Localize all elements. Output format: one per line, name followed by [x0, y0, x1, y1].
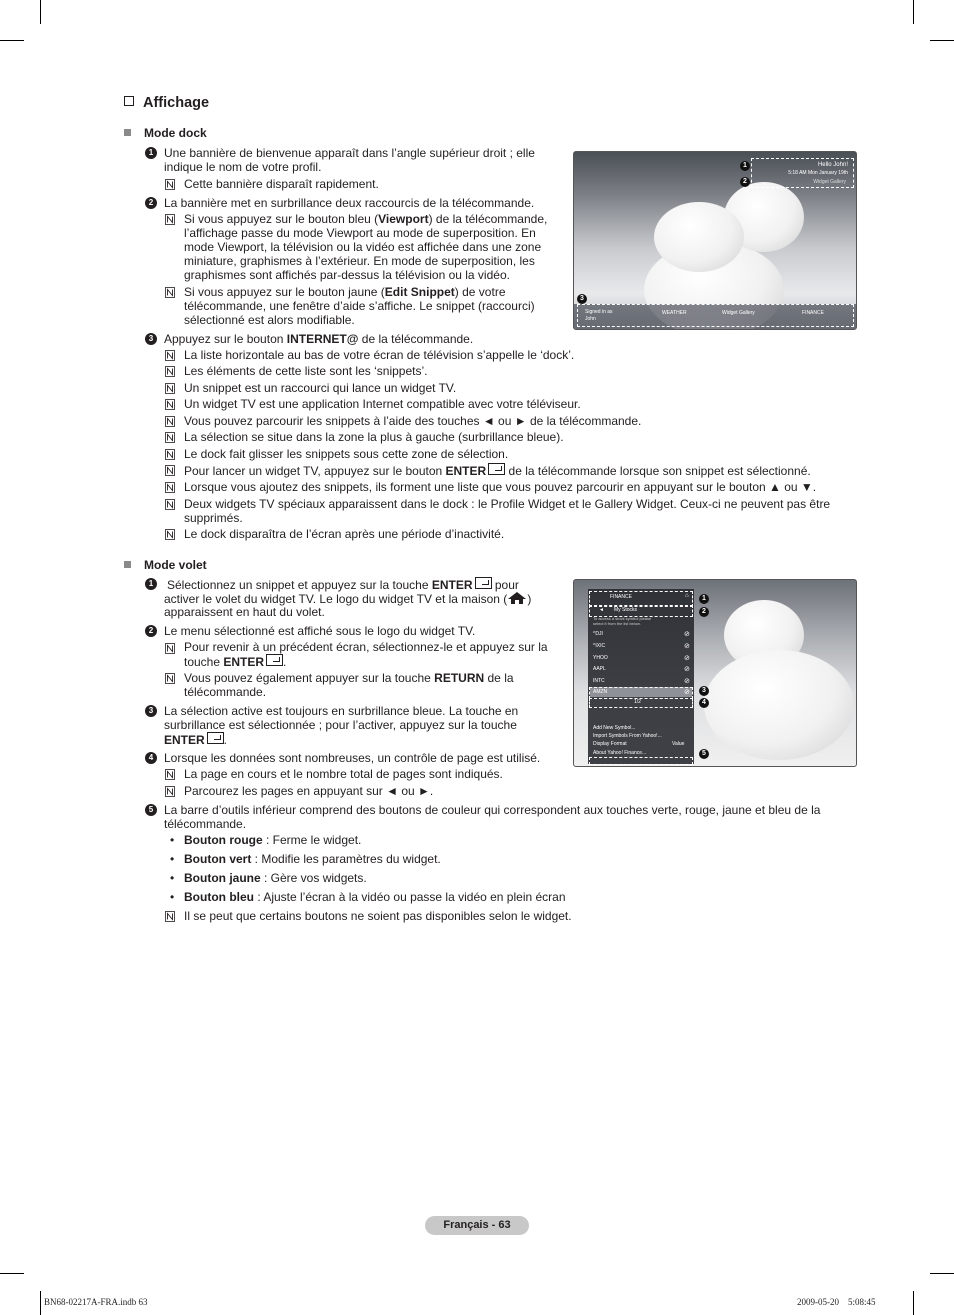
- page-indicator: 1/2: [634, 699, 641, 705]
- bullet-dot: •: [170, 871, 175, 885]
- text: de la: [484, 671, 514, 685]
- note-icon: [165, 432, 175, 443]
- stock-row[interactable]: ^DJI: [593, 631, 603, 637]
- note-icon: [165, 179, 175, 190]
- time-text: 5:18 AM Mon January 19th: [788, 170, 848, 176]
- crop-mark: [40, 1291, 41, 1315]
- note-text: Pour revenir à un précédent écran, sélectionnez-le et appuyez sur la: [184, 640, 548, 654]
- text: Appuyez sur le bouton: [164, 332, 287, 346]
- stock-row[interactable]: AMZN: [593, 689, 608, 695]
- text: ) de la télécommande,: [428, 212, 548, 226]
- polar-bear-image: [704, 650, 854, 760]
- text: .: [283, 655, 287, 669]
- step-text: [164, 332, 473, 346]
- note-icon: [165, 769, 175, 780]
- menu-item[interactable]: Import Symbols From Yahoo!...: [593, 733, 662, 739]
- note-text: Cette bannière disparaît rapidement.: [184, 177, 379, 191]
- marker: 3: [699, 686, 709, 696]
- crop-mark: [913, 1291, 914, 1315]
- weather-snippet[interactable]: WEATHER: [662, 310, 687, 316]
- menu-item[interactable]: About Yahoo! Finance...: [593, 750, 647, 756]
- marker: 5: [699, 749, 709, 759]
- bold-text: ENTER: [223, 655, 265, 669]
- menu-item[interactable]: Add New Symbol...: [593, 725, 636, 731]
- step-text: La bannière met en surbrillance deux raccourcis de la télécommande.: [164, 196, 535, 210]
- back-arrow-icon[interactable]: ◄: [599, 607, 604, 613]
- bold-text: Bouton jaune: [184, 871, 261, 885]
- note-text: Vous pouvez parcourir les snippets à l’aide des touches ◄ ou ► de la télécommande.: [184, 414, 642, 428]
- bullet-text: [184, 890, 566, 904]
- bold-text: ENTER: [164, 733, 205, 747]
- file-name-text: BN68-02217A-FRA.indb 63: [44, 1297, 148, 1307]
- note-text: Les éléments de cette liste sont les ‘snippets’.: [184, 364, 428, 378]
- step-number: 4: [145, 752, 157, 764]
- text: Si vous appuyez sur le bouton jaune (: [184, 285, 385, 299]
- note-text: [184, 463, 811, 478]
- remove-icon[interactable]: ⊘: [684, 655, 690, 662]
- crop-mark: [930, 1273, 954, 1274]
- bold-text: INTERNET@: [286, 332, 359, 346]
- finance-snippet[interactable]: FINANCE: [802, 310, 824, 316]
- bullet-dot: •: [170, 890, 175, 904]
- page-number-badge: Français - 63: [425, 1216, 529, 1235]
- bold-text: ENTER: [445, 464, 487, 478]
- note-icon: [165, 399, 175, 410]
- note-text: Deux widgets TV spéciaux apparaissent dans le dock : le Profile Widget et le Gallery Widget. Ceux-ci ne peuvent pas être: [184, 497, 831, 511]
- print-date-text: 2009-05-20 5:08:45: [797, 1297, 876, 1307]
- step-number: 3: [145, 705, 157, 717]
- section-heading-dock: [124, 126, 207, 140]
- note-text: sélectionné est alors modifiable.: [184, 313, 355, 327]
- note-text: Il se peut que certains boutons ne soient pas disponibles selon le widget.: [184, 909, 572, 923]
- square-bullet-icon: [124, 129, 131, 136]
- crop-mark: [0, 1273, 24, 1274]
- text: Pour lancer un widget TV, appuyez sur le bouton: [184, 464, 446, 478]
- note-icon: [165, 482, 175, 493]
- note-text: Un widget TV est une application Internet compatible avec votre téléviseur.: [184, 397, 581, 411]
- enter-key-icon: [207, 732, 224, 744]
- note-text: La liste horizontale au bas de votre écran de télévision s’appelle le ‘dock’.: [184, 348, 575, 362]
- step-number: 2: [145, 625, 157, 637]
- step-text: Une bannière de bienvenue apparaît dans l’angle supérieur droit ; elle: [164, 146, 535, 160]
- enter-key-icon: [488, 463, 505, 475]
- note-text: télécommande, une fenêtre d’aide s’affiche. Le snippet (raccourci): [184, 299, 535, 313]
- note-icon: [165, 366, 175, 377]
- note-text: Le dock fait glisser les snippets sous cette zone de sélection.: [184, 447, 509, 461]
- crop-mark: [913, 0, 914, 24]
- step-text: télécommande.: [164, 817, 247, 831]
- bold-text: Viewport: [378, 212, 429, 226]
- note-icon: [165, 465, 175, 476]
- note-text: télécommande.: [184, 685, 267, 699]
- menu-title-text: My Stocks: [614, 607, 638, 613]
- remove-icon[interactable]: ⊘: [684, 666, 690, 673]
- remove-icon[interactable]: ⊘: [684, 643, 690, 650]
- note-text: graphismes sont affichés par-dessus la télévision ou la vidéo.: [184, 268, 510, 282]
- text: activer le volet du widget TV. Le logo du widget TV et la maison (: [164, 592, 508, 606]
- bold-text: Bouton rouge: [184, 833, 263, 847]
- step-text: La barre d’outils inférieur comprend des boutons de couleur qui correspondent aux touches verte, rouge, jaune et bleu de la: [164, 803, 821, 817]
- note-icon: [165, 449, 175, 460]
- step-text: [167, 577, 519, 592]
- stock-row[interactable]: ^IXIC: [593, 643, 606, 649]
- crop-mark: [0, 40, 24, 41]
- crop-mark: [40, 0, 41, 24]
- note-icon: [165, 499, 175, 510]
- note-text: Lorsque vous ajoutez des snippets, ils forment une liste que vous pouvez parcourir en appuyant sur le bouton ▲ ou ▼.: [184, 480, 817, 494]
- step-text: apparaissent en haut du volet.: [164, 605, 325, 619]
- bullet-text: [184, 833, 361, 847]
- home-icon[interactable]: ⌂: [685, 593, 689, 599]
- hint-text: select it from the list below.: [593, 621, 641, 626]
- marker: 1: [740, 161, 750, 171]
- crop-mark: [930, 40, 954, 41]
- note-text: [184, 654, 286, 669]
- step-number: 3: [145, 333, 157, 345]
- section-heading-text: Mode volet: [144, 558, 207, 572]
- stock-row[interactable]: YHOO: [593, 655, 608, 661]
- bold-text: RETURN: [434, 671, 485, 685]
- page-title: [124, 95, 209, 111]
- marker: 4: [699, 698, 709, 708]
- banner-shortcut-text: Widget Gallery: [813, 179, 846, 185]
- text: : Modifie les paramètres du widget.: [251, 852, 441, 866]
- text: Si vous appuyez sur le bouton bleu (: [184, 212, 379, 226]
- marker: 1: [699, 594, 709, 604]
- checkbox-icon: [124, 96, 134, 106]
- bold-text: ENTER: [431, 578, 473, 592]
- text: Sélectionnez un snippet et appuyez sur la touche: [167, 578, 432, 592]
- step-text: indique le nom de votre profil.: [164, 160, 322, 174]
- text: de la télécommande lorsque son snippet est sélectionné.: [505, 464, 811, 478]
- bold-text: Edit Snippet: [384, 285, 455, 299]
- text: de la télécommande.: [358, 332, 474, 346]
- note-icon: [165, 350, 175, 361]
- note-icon: [165, 287, 175, 298]
- enter-key-icon: [475, 577, 492, 589]
- note-icon: [165, 911, 175, 922]
- menu-value: Value: [672, 741, 685, 747]
- note-icon: [165, 673, 175, 684]
- stock-row[interactable]: AAPL: [593, 666, 606, 672]
- bold-text: Bouton vert: [184, 852, 252, 866]
- step-text: surbrillance est sélectionnée ; pour l’activer, appuyez sur la touche: [164, 718, 517, 732]
- bold-text: Bouton bleu: [184, 890, 254, 904]
- note-icon: [165, 416, 175, 427]
- step-text: [164, 732, 227, 747]
- square-bullet-icon: [124, 561, 131, 568]
- text: pour: [491, 578, 519, 592]
- marker: 3: [577, 294, 587, 304]
- hello-text: Hello John!: [817, 162, 848, 168]
- note-text: La page en cours et le nombre total de pages sont indiqués.: [184, 767, 503, 781]
- note-text: miniature, graphismes à l’extérieur. En mode de superposition, les: [184, 254, 535, 268]
- step-text: [164, 591, 531, 606]
- remove-icon[interactable]: ⊘: [684, 678, 690, 685]
- note-icon: [165, 529, 175, 540]
- section-heading-text: Mode dock: [144, 126, 207, 140]
- toolbar-highlight: [589, 757, 693, 765]
- sidebar-mode-screenshot: [573, 579, 857, 767]
- dock-mode-screenshot: [573, 151, 857, 330]
- text: ): [527, 592, 532, 606]
- note-icon: [165, 214, 175, 225]
- note-icon: [165, 383, 175, 394]
- note-text: mode Viewport, la télévision ou la vidéo est affichée dans une zone: [184, 240, 542, 254]
- remove-icon[interactable]: ⊘: [684, 689, 690, 696]
- home-icon: [507, 591, 527, 605]
- user-name-text: John: [585, 316, 596, 322]
- bullet-dot: •: [170, 833, 175, 847]
- signed-in-text: Signed in as: [585, 309, 613, 315]
- text: .: [223, 733, 228, 747]
- note-text: Parcourez les pages en appuyant sur ◄ ou ►.: [184, 784, 434, 798]
- marker: 2: [740, 177, 750, 187]
- menu-item[interactable]: Display Format: [593, 741, 627, 747]
- step-text: Le menu sélectionné est affiché sous le logo du widget TV.: [164, 624, 476, 638]
- note-text: Un snippet est un raccourci qui lance un widget TV.: [184, 381, 457, 395]
- section-heading-volet: [124, 558, 207, 572]
- page-control-highlight: [589, 698, 693, 708]
- note-text: Le dock disparaîtra de l’écran après une période d’inactivité.: [184, 527, 505, 541]
- polar-bear-image: [654, 202, 744, 272]
- note-icon: [165, 643, 175, 654]
- text: : Ferme le widget.: [262, 833, 362, 847]
- step-number: 1: [145, 578, 157, 590]
- bullet-text: [184, 852, 441, 866]
- step-number: 2: [145, 197, 157, 209]
- text: ) de votre: [454, 285, 506, 299]
- note-text: l’affichage passe du mode Viewport au mode de superposition. En: [184, 226, 536, 240]
- bullet-text: [184, 871, 367, 885]
- note-icon: [165, 786, 175, 797]
- note-text: [184, 671, 514, 685]
- text: : Gère vos widgets.: [260, 871, 367, 885]
- step-number: 1: [145, 147, 157, 159]
- note-text: supprimés.: [184, 511, 243, 525]
- widget-logo-text: FINANCE: [610, 594, 632, 600]
- step-text: Lorsque les données sont nombreuses, un contrôle de page est utilisé.: [164, 751, 541, 765]
- step-number: 5: [145, 804, 157, 816]
- stock-row[interactable]: INTC: [593, 678, 605, 684]
- note-text: La sélection se situe dans la zone la plus à gauche (surbrillance bleue).: [184, 430, 564, 444]
- text: touche: [184, 655, 224, 669]
- text: : Ajuste l’écran à la vidéo ou passe la vidéo en plein écran: [253, 890, 566, 904]
- note-text: [184, 212, 547, 226]
- remove-icon[interactable]: ⊘: [684, 631, 690, 638]
- note-text: [184, 285, 506, 299]
- enter-key-icon: [266, 654, 283, 666]
- step-text: La sélection active est toujours en surbrillance bleue. La touche en: [164, 704, 519, 718]
- hint-text: To access a stock symbol please: [593, 616, 652, 621]
- page-title-text: Affichage: [143, 95, 210, 111]
- text: Vous pouvez également appuyer sur la touche: [184, 671, 435, 685]
- marker: 2: [699, 607, 709, 617]
- gallery-snippet[interactable]: Widget Gallery: [722, 310, 755, 316]
- bullet-dot: •: [170, 852, 175, 866]
